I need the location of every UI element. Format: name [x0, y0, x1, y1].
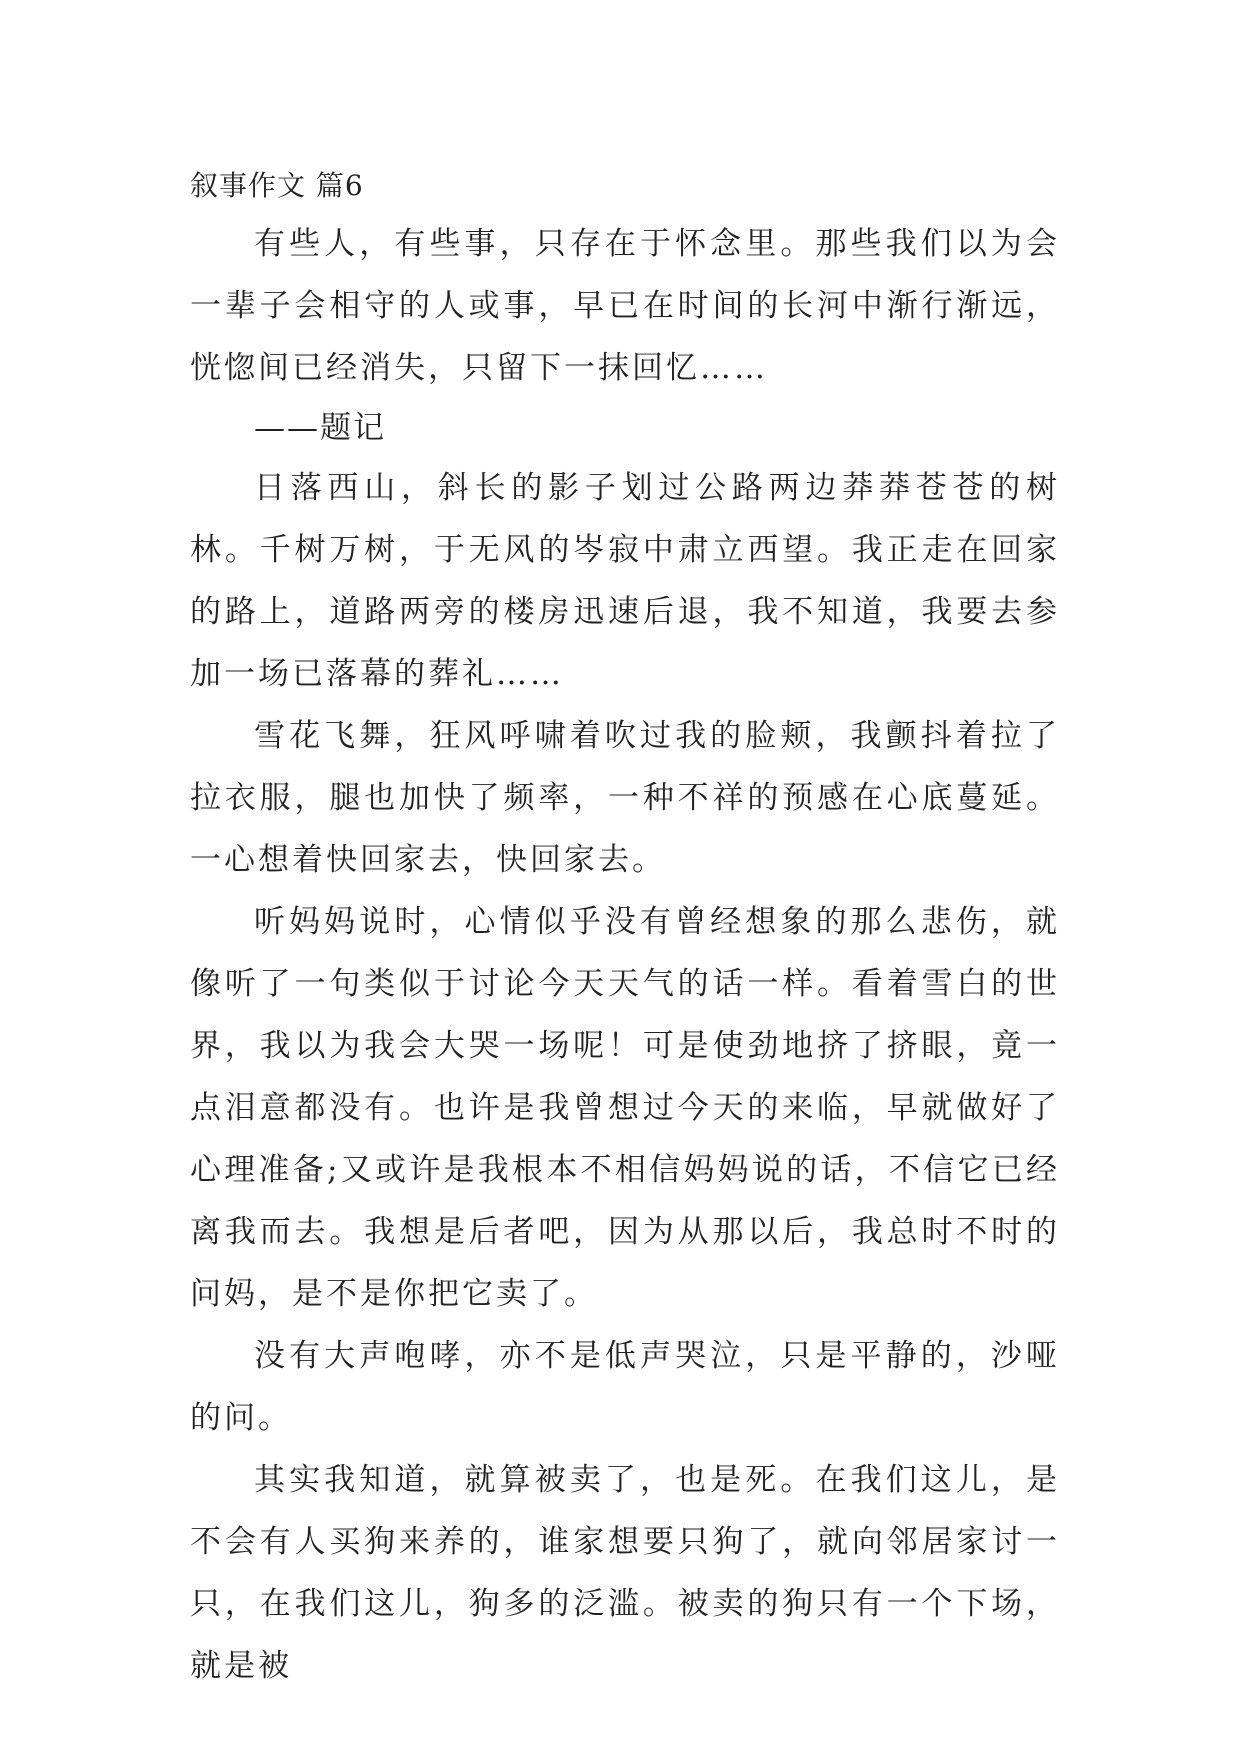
paragraph-intro: 有些人，有些事，只存在于怀念里。那些我们以为会一辈子会相守的人或事，早已在时间的长河中渐行渐远，恍惚间已经消失，只留下一抹回忆……	[190, 226, 1060, 386]
paragraph-quiet-question: 没有大声咆哮，亦不是低声哭泣，只是平静的，沙哑的问。	[190, 1338, 1060, 1436]
paragraph-sunset: 日落西山，斜长的影子划过公路两边莽莽苍苍的树林。千树万树，于无风的岑寂中肃立西望。我正走在回家的路上，道路两旁的楼房迅速后退，我不知道，我要去参加一场已落幕的葬礼……	[190, 470, 1060, 692]
paragraph-mother: 听妈妈说时，心情似乎没有曾经想象的那么悲伤，就像听了一句类似于讨论今天天气的话一样。看着雪白的世界，我以为我会大哭一场呢！可是使劲地挤了挤眼，竟一点泪意都没有。也许是我曾想过今天的来临，早就做好了心理准备;又或许是我根本不相信妈妈说的话，不信它已经离我而去。我想是后者吧，因为从那以后，我总时不时的问妈，是不是你把它卖了。	[190, 904, 1060, 1312]
document-page	[190, 165, 1060, 1697]
epigraph-signature: ——题记	[254, 410, 386, 446]
paragraph-snow: 雪花飞舞，狂风呼啸着吹过我的脸颊，我颤抖着拉了拉衣服，腿也加快了频率，一种不祥的预感在心底蔓延。一心想着快回家去，快回家去。	[190, 718, 1060, 878]
essay-title: 叙事作文 篇6	[190, 169, 364, 202]
paragraph-dogs: 其实我知道，就算被卖了，也是死。在我们这儿，是不会有人买狗来养的，谁家想要只狗了，就向邻居家讨一只，在我们这儿，狗多的泛滥。被卖的狗只有一个下场，就是被	[190, 1462, 1060, 1684]
